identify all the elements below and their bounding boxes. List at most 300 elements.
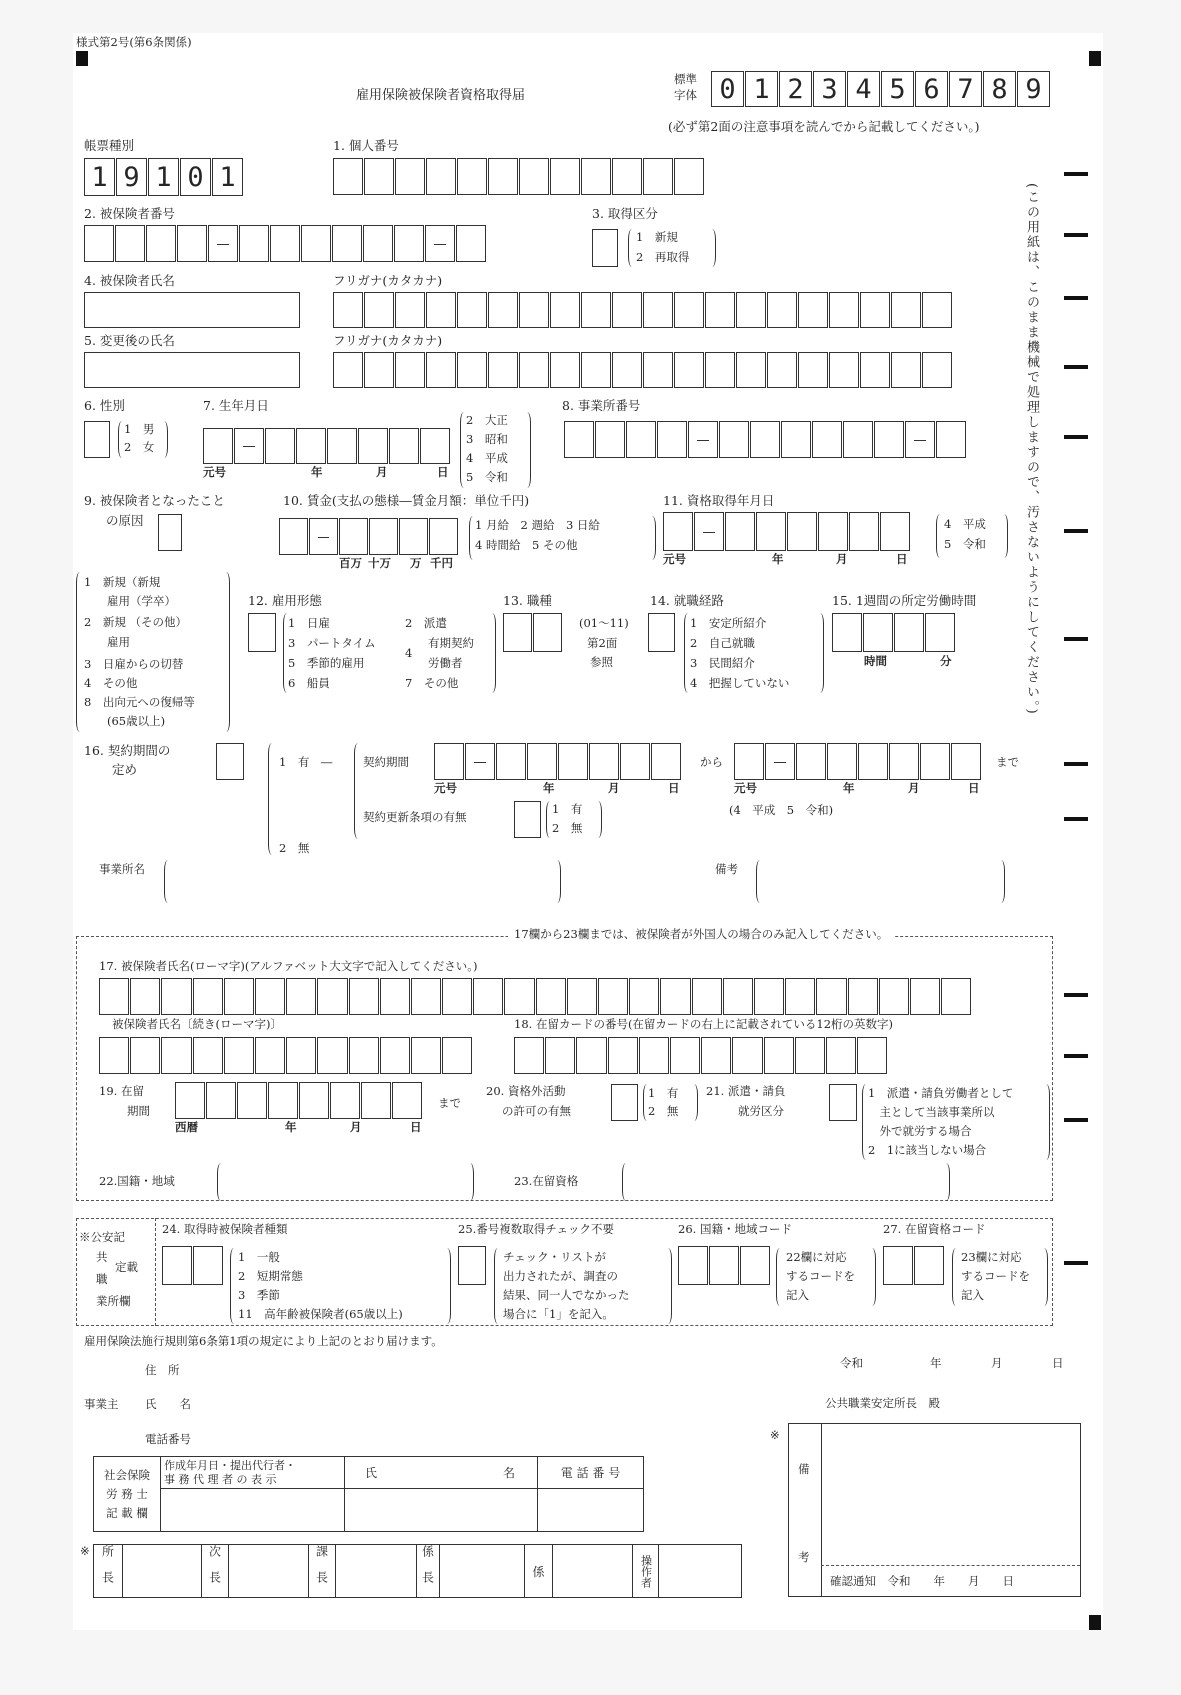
digit-box[interactable] [874,421,904,458]
digit-box[interactable] [115,225,145,262]
digit-box[interactable] [764,1037,794,1074]
digit-box[interactable] [767,292,797,328]
digit-box[interactable] [781,421,811,458]
remarks-field[interactable] [756,860,764,903]
paren [1000,514,1008,558]
approval-stamp[interactable] [440,1545,525,1598]
paren [776,1248,784,1306]
digit-box[interactable] [891,292,921,328]
residence-card-label: 18. 在留カードの番号(在留カードの右上に記載されている12桁の英数字) [514,1017,894,1031]
insured-number-input[interactable] [84,225,487,262]
digit-box[interactable] [330,1082,360,1119]
digit-box[interactable] [99,978,129,1015]
new-name-label: 5. 変更後の氏名 [84,333,175,348]
digit-box[interactable] [349,1037,379,1074]
digit-box[interactable] [795,1037,825,1074]
digit-box[interactable] [848,978,878,1015]
digit-box[interactable] [663,512,693,551]
digit-box[interactable] [883,1246,913,1285]
digit-box[interactable] [832,613,862,652]
digit-box[interactable] [364,292,394,328]
digit-box[interactable] [558,743,588,780]
digit-box[interactable] [589,743,619,780]
digit-box[interactable] [349,978,379,1015]
cause-option: 1 新規（新規 [84,575,161,589]
separator-box[interactable] [234,428,264,464]
new-name-kana-input[interactable] [333,352,953,388]
digit-box[interactable] [941,978,971,1015]
digit-box[interactable] [426,292,456,328]
sub-label: 月 [350,1120,362,1134]
separator-box[interactable] [309,518,338,555]
digit-box[interactable] [692,978,722,1015]
digit-box[interactable] [857,1037,887,1074]
digit-box[interactable] [709,1246,739,1285]
digit-box[interactable] [736,352,766,388]
digit-box[interactable] [488,158,518,195]
furigana-label: フリガナ(カタカナ) [333,333,443,348]
duplicate-check-label: 25.番号複数取得チェック不要 [458,1222,614,1236]
digit-box[interactable] [175,1082,205,1119]
digit-box[interactable] [612,352,642,388]
digit-box[interactable] [798,292,828,328]
digit-box[interactable] [595,421,625,458]
digit-box[interactable] [339,518,368,555]
digit-box[interactable] [224,978,254,1015]
gender-input[interactable] [84,421,111,458]
digit-box[interactable] [879,978,909,1015]
digit-box[interactable] [361,1082,391,1119]
office-use-label: 定載 [115,1260,138,1274]
stay-period-label: 19. 在留 [99,1084,144,1098]
digit-box[interactable] [317,1037,347,1074]
until-label: まで [438,1096,461,1110]
digit-box[interactable] [193,1037,223,1074]
approval-stamp[interactable] [229,1545,309,1598]
digit-box[interactable] [643,292,673,328]
separator-box[interactable] [905,421,935,458]
digit-box[interactable] [193,1246,223,1285]
digit-box[interactable] [620,743,650,780]
dispatch-label: 21. 派遣・請負 [706,1084,786,1098]
digit-box[interactable] [429,518,458,555]
digit-box[interactable] [130,1037,160,1074]
digit-box[interactable] [333,292,363,328]
employment-option: 労働者 [428,656,463,670]
insured-name-kana-input[interactable] [333,292,953,328]
cause-input[interactable] [158,514,183,551]
digit-box[interactable] [827,743,857,780]
digit-box[interactable] [736,292,766,328]
digit-box[interactable] [936,421,966,458]
digit-box[interactable] [829,1084,857,1121]
digit-box[interactable] [657,421,687,458]
digit-box[interactable] [442,978,472,1015]
sharoushi-name-field[interactable] [345,1489,538,1532]
digit-box[interactable] [849,512,879,551]
form-type-label: 帳票種別 [84,138,135,153]
acquisition-date-input[interactable] [663,512,911,551]
contract-start-input[interactable] [434,743,682,780]
digit-box[interactable] [564,421,594,458]
digit-box[interactable] [889,743,919,780]
digit-box[interactable] [626,421,656,458]
digit-box[interactable] [237,1082,267,1119]
digit-box[interactable] [456,225,486,262]
separator-box[interactable] [694,512,724,551]
digit-box[interactable] [224,1037,254,1074]
timing-mark [1064,817,1088,821]
separator-box[interactable] [425,225,455,262]
contract-no: 2 無 [279,841,310,855]
digit-box[interactable] [504,978,534,1015]
sharoushi-col-phone: 電 話 番 号 [538,1457,644,1489]
office-use-label: 共 [96,1250,108,1264]
job-route-input[interactable] [648,613,676,652]
digit-box[interactable] [816,978,846,1015]
contract-end-input[interactable] [734,743,982,780]
declaration: 雇用保険法施行規則第6条第1項の規定により上記のとおり届けます。 [84,1334,443,1348]
digit-box[interactable] [648,613,675,652]
sharoushi-representation-field[interactable] [161,1489,345,1532]
digit-box[interactable] [206,1082,236,1119]
digit-box[interactable] [299,1082,329,1119]
digit-box[interactable] [488,352,518,388]
digit-box[interactable] [581,352,611,388]
era-option: 5 令和 [944,537,986,551]
digit-box[interactable] [660,978,690,1015]
digit-box[interactable] [457,158,487,195]
nationality-field[interactable] [217,1163,225,1201]
digit-box[interactable] [860,292,890,328]
weekly-hours-input[interactable] [832,613,956,652]
residence-card-input[interactable] [514,1037,888,1074]
digit-box[interactable] [818,512,848,551]
separator-box[interactable] [765,743,795,780]
sub-label: 時間 [864,654,887,668]
office-use-mark: ※ [80,1544,90,1558]
digit-box[interactable] [750,421,780,458]
digit-box[interactable] [380,1037,410,1074]
digit-box[interactable] [651,743,681,780]
digit-box[interactable] [389,428,419,464]
digit-box: 7 [949,71,982,107]
office-name-label: 事業所名 [99,862,145,876]
cause-option: 雇用（学卒） [84,594,176,608]
individual-number-input[interactable] [333,158,705,195]
digit-box[interactable] [608,1037,638,1074]
digit-box[interactable] [333,352,363,388]
digit-box[interactable] [395,292,425,328]
sharoushi-phone-field[interactable] [538,1489,644,1532]
digit-box[interactable] [369,518,398,555]
office-number-input[interactable] [564,421,967,458]
digit-box[interactable] [488,292,518,328]
new-name-input[interactable] [84,352,300,388]
sharoushi-col-representation: 作成年月日・提出代行者・ 事 務 代 理 者 の 表 示 [161,1457,345,1489]
digit-box[interactable] [670,1037,700,1074]
digit-box[interactable] [920,743,950,780]
digit-box[interactable] [519,158,549,195]
acquisition-type-input[interactable] [592,229,619,267]
digit-box[interactable] [239,225,269,262]
digit-box[interactable] [767,352,797,388]
digit-box[interactable] [629,978,659,1015]
digit-box[interactable] [162,1246,192,1285]
digit-box[interactable] [265,428,295,464]
employment-option: 6 船員 [288,676,330,690]
era-option: 5 令和 [466,470,508,484]
timing-mark [1064,172,1088,176]
digit-box[interactable] [860,352,890,388]
digit-box[interactable] [332,225,362,262]
digit-box[interactable] [527,743,557,780]
digit-box[interactable] [891,352,921,388]
digit-box[interactable] [457,292,487,328]
digit-box[interactable] [550,292,580,328]
digit-box[interactable] [411,1037,441,1074]
digit-box[interactable] [301,225,331,262]
digit-box[interactable] [426,158,456,195]
digit-box[interactable] [701,1037,731,1074]
digit-box[interactable] [364,352,394,388]
digit-box[interactable] [536,978,566,1015]
digit-box[interactable] [719,421,749,458]
stay-period-input[interactable] [175,1082,423,1119]
acquisition-date-label: 11. 資格取得年月日 [663,493,775,508]
digit-box[interactable] [519,292,549,328]
approval-stamp[interactable] [553,1545,633,1598]
digit-box[interactable] [732,1037,762,1074]
digit-box[interactable] [420,428,450,464]
digit-box[interactable] [392,1082,422,1119]
digit-box[interactable] [910,978,940,1015]
digit-box[interactable] [925,613,955,652]
timing-mark [1064,365,1088,369]
duplicate-check-note: 出力されたが、調査の [503,1269,618,1283]
digit-box[interactable] [643,158,673,195]
insured-type-input[interactable] [162,1246,224,1285]
digit-box[interactable] [158,514,182,551]
digit-box[interactable] [514,1037,544,1074]
separator-box[interactable] [465,743,495,780]
digit-box[interactable] [216,743,244,780]
residence-status-field[interactable] [622,1163,630,1201]
separator-box[interactable] [688,421,718,458]
digit-box[interactable] [503,613,532,652]
contract-period-label: 契約期間 [363,755,409,769]
digit-box[interactable] [268,1082,298,1119]
paren [952,1248,960,1306]
digit-box[interactable] [203,428,233,464]
digit-box[interactable] [426,352,456,388]
digit-box[interactable] [611,1084,638,1121]
digit-box[interactable] [581,158,611,195]
digit-box[interactable] [598,978,628,1015]
digit-box[interactable] [678,1246,708,1285]
digit-box[interactable] [914,1246,944,1285]
digit-box[interactable] [581,292,611,328]
furigana-label: フリガナ(カタカナ) [333,273,443,288]
office-remarks-box[interactable] [788,1423,1081,1597]
digit-box[interactable] [99,1037,129,1074]
digit-box[interactable] [576,1037,606,1074]
digit-box[interactable] [843,421,873,458]
digit-box[interactable] [457,352,487,388]
digit-box: 2 [779,71,812,107]
wage-input[interactable] [279,518,459,555]
digit-box[interactable] [550,158,580,195]
digit-box[interactable] [411,978,441,1015]
digit-box[interactable] [399,518,428,555]
office-name-field[interactable] [164,860,172,903]
digit-box[interactable] [519,352,549,388]
digit-box[interactable] [333,158,363,195]
digit-box[interactable] [785,978,815,1015]
approval-stamp[interactable] [123,1545,202,1598]
digit-box[interactable] [863,613,893,652]
paren [230,1248,238,1324]
digit-box[interactable] [442,1037,472,1074]
digit-box[interactable] [84,225,114,262]
digit-box[interactable] [798,352,828,388]
approval-stamp[interactable] [659,1545,742,1598]
digit-box[interactable] [358,428,388,464]
digit-box[interactable] [161,978,191,1015]
timing-mark [1064,1118,1088,1122]
digit-box[interactable] [787,512,817,551]
digit-box[interactable] [286,1037,316,1074]
digit-box[interactable] [592,229,618,267]
roman-name-cont-input[interactable] [99,1037,473,1074]
route-option: 3 民間紹介 [690,656,755,670]
paren [997,860,1005,903]
roman-name-input[interactable] [99,978,972,1015]
employment-type-input[interactable] [248,613,277,652]
digit-box[interactable] [395,158,425,195]
digit-box[interactable] [829,352,859,388]
digit-box[interactable] [550,352,580,388]
digit-box[interactable] [317,978,347,1015]
digit-box[interactable] [922,292,952,328]
digit-box[interactable] [363,225,393,262]
nationality-code-label: 26. 国籍・地域コード [678,1222,792,1236]
digit-box[interactable] [161,1037,191,1074]
separator-box[interactable] [208,225,238,262]
registration-mark [76,51,88,66]
digit-box[interactable] [723,978,753,1015]
contract-input[interactable] [216,743,245,780]
status-code-input[interactable] [883,1246,945,1285]
digit-box[interactable] [880,512,910,551]
digit-box[interactable] [146,225,176,262]
dispatch-label: 就労区分 [738,1104,784,1118]
digit-box[interactable] [643,352,673,388]
digit-box[interactable] [674,158,704,195]
digit-box[interactable] [796,743,826,780]
permission-input[interactable] [611,1084,639,1121]
digit-box[interactable] [754,978,784,1015]
sharoushi-row-label: 社会保険 労 務 士 記 載 欄 [94,1457,161,1532]
digit-box[interactable] [286,978,316,1015]
digit-box[interactable] [255,978,285,1015]
office-remarks-label: 考 [798,1550,810,1564]
digit-box[interactable] [639,1037,669,1074]
digit-box[interactable] [858,743,888,780]
digit-box[interactable] [193,978,223,1015]
digit-box[interactable] [434,743,464,780]
digit-box[interactable] [612,158,642,195]
digit-box[interactable] [674,352,704,388]
digit-box[interactable] [612,292,642,328]
digit-box[interactable] [533,613,562,652]
digit-box[interactable] [130,978,160,1015]
occupation-input[interactable] [503,613,563,652]
digit-box[interactable] [705,292,735,328]
insured-name-label: 4. 被保険者氏名 [84,273,175,288]
birthdate-input[interactable] [203,428,451,464]
digit-box[interactable] [756,512,786,551]
digit-box[interactable] [496,743,526,780]
divider [821,1423,822,1597]
digit-box[interactable] [829,292,859,328]
digit-box[interactable] [951,743,981,780]
duplicate-check-input[interactable] [458,1246,487,1285]
insured-name-input[interactable] [84,292,300,328]
digit-box[interactable] [395,352,425,388]
digit-box[interactable] [177,225,207,262]
nationality-code-input[interactable] [678,1246,771,1285]
digit-box[interactable] [84,421,110,458]
digit-box[interactable] [725,512,755,551]
digit-box[interactable] [473,978,503,1015]
date-year-label: 年 [930,1356,942,1370]
approval-label: 課長 [309,1545,336,1598]
renewal-input[interactable] [514,801,542,838]
digit-box[interactable] [296,428,326,464]
digit-box[interactable] [458,1246,486,1285]
insured-number-label: 2. 被保険者番号 [84,206,175,221]
timing-mark [1064,296,1088,300]
approval-stamp[interactable] [336,1545,417,1598]
digit-box[interactable] [740,1246,770,1285]
digit-box[interactable] [270,225,300,262]
digit-box[interactable] [812,421,842,458]
digit-box[interactable] [894,613,924,652]
digit-box[interactable] [567,978,597,1015]
digit-box[interactable] [514,801,541,838]
paren [868,1248,876,1306]
dispatch-input[interactable] [829,1084,858,1121]
cause-option: 雇用 [84,635,130,649]
digit-box[interactable] [327,428,357,464]
digit-box[interactable] [394,225,424,262]
contract-label: 定め [112,762,138,777]
digit-box[interactable] [248,613,276,652]
digit-box[interactable] [705,352,735,388]
digit-box[interactable] [364,158,394,195]
digit-box: 1 [148,158,179,196]
digit-box[interactable] [734,743,764,780]
digit-box[interactable] [826,1037,856,1074]
digit-box[interactable] [674,292,704,328]
digit-box[interactable] [255,1037,285,1074]
sub-label: 百万 [339,556,362,570]
digit-box[interactable] [380,978,410,1015]
digit-box[interactable] [922,352,952,388]
digit-box[interactable] [545,1037,575,1074]
digit-box[interactable] [279,518,308,555]
